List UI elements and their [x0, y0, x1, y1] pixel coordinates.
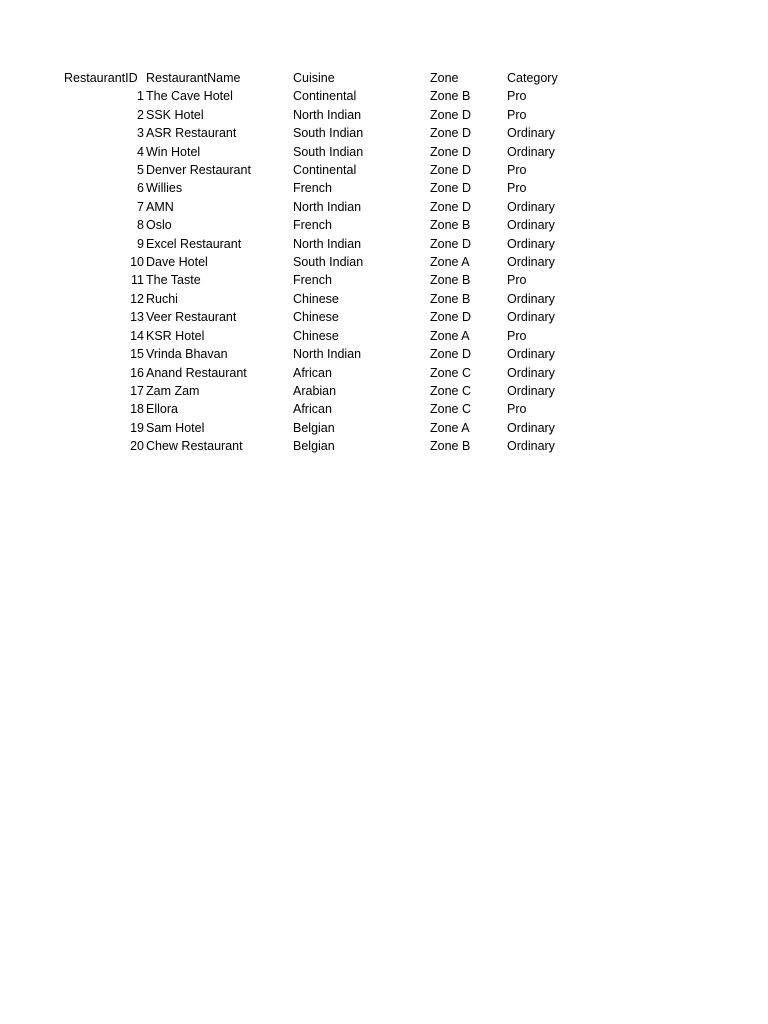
cell-restaurant-name[interactable]: SSK Hotel [146, 107, 204, 122]
cell-restaurant-name[interactable]: Dave Hotel [146, 255, 208, 270]
cell-category[interactable]: Pro [507, 89, 527, 104]
cell-restaurant-name[interactable]: Anand Restaurant [146, 365, 247, 380]
cell-zone[interactable]: Zone B [430, 291, 471, 306]
cell-zone[interactable]: Zone A [430, 420, 470, 435]
cell-restaurant-id[interactable]: 17 [130, 383, 144, 398]
cell-restaurant-name[interactable]: AMN [146, 199, 174, 214]
cell-cuisine[interactable]: African [293, 365, 332, 380]
header-cuisine[interactable]: Cuisine [293, 71, 335, 85]
cell-zone[interactable]: Zone D [430, 144, 471, 159]
cell-restaurant-id[interactable]: 19 [130, 420, 144, 435]
table-row [64, 179, 587, 197]
cell-zone[interactable]: Zone D [430, 236, 471, 251]
cell-category[interactable]: Pro [507, 328, 527, 343]
restaurant-table [64, 69, 587, 456]
cell-category[interactable]: Ordinary [507, 310, 555, 325]
cell-zone[interactable]: Zone B [430, 89, 471, 104]
cell-zone[interactable]: Zone B [430, 439, 471, 454]
cell-cuisine[interactable]: Belgian [293, 439, 335, 454]
cell-cuisine[interactable]: Chinese [293, 291, 339, 306]
table-row [64, 198, 587, 216]
cell-restaurant-name[interactable]: Oslo [146, 218, 172, 233]
cell-restaurant-name[interactable]: Ellora [146, 402, 178, 417]
cell-zone[interactable]: Zone C [430, 365, 471, 380]
cell-cuisine[interactable]: North Indian [293, 107, 362, 122]
table-row [64, 271, 587, 289]
cell-restaurant-name[interactable]: Win Hotel [146, 144, 201, 159]
cell-restaurant-id[interactable]: 16 [130, 365, 144, 380]
table-row [64, 124, 587, 142]
table-row [64, 364, 587, 382]
cell-restaurant-id[interactable]: 13 [130, 310, 144, 325]
cell-zone[interactable]: Zone D [430, 199, 471, 214]
table-row [64, 87, 587, 105]
cell-restaurant-id[interactable]: 7 [137, 199, 144, 214]
cell-zone[interactable]: Zone C [430, 383, 471, 398]
cell-restaurant-id[interactable]: 3 [137, 126, 144, 141]
cell-category[interactable]: Ordinary [507, 291, 555, 306]
cell-category[interactable]: Ordinary [507, 199, 555, 214]
cell-restaurant-id[interactable]: 14 [130, 328, 144, 343]
cell-category[interactable]: Ordinary [507, 347, 555, 362]
cell-restaurant-name[interactable]: Zam Zam [146, 383, 200, 398]
table-row [64, 419, 587, 437]
table-row [64, 161, 587, 179]
cell-restaurant-name[interactable]: Excel Restaurant [146, 236, 242, 251]
table-row [64, 143, 587, 161]
table-row [64, 253, 587, 271]
cell-restaurant-id[interactable]: 9 [137, 236, 144, 251]
cell-category[interactable]: Ordinary [507, 218, 555, 233]
cell-category[interactable]: Pro [507, 181, 527, 196]
header-row [64, 69, 587, 87]
table-row [64, 400, 587, 418]
cell-restaurant-name[interactable]: Veer Restaurant [146, 310, 237, 325]
cell-restaurant-name[interactable]: Vrinda Bhavan [146, 347, 228, 362]
cell-cuisine[interactable]: Belgian [293, 420, 335, 435]
cell-restaurant-id[interactable]: 8 [137, 218, 144, 233]
table-row [64, 216, 587, 234]
cell-restaurant-id[interactable]: 4 [137, 144, 144, 159]
cell-zone[interactable]: Zone D [430, 310, 471, 325]
cell-cuisine[interactable]: North Indian [293, 347, 362, 362]
cell-category[interactable]: Ordinary [507, 383, 555, 398]
cell-restaurant-id[interactable]: 2 [137, 107, 144, 122]
cell-cuisine[interactable]: French [293, 218, 332, 233]
cell-restaurant-name[interactable]: Denver Restaurant [146, 163, 251, 178]
cell-restaurant-id[interactable]: 6 [137, 181, 144, 196]
cell-restaurant-id[interactable]: 18 [130, 402, 144, 417]
cell-cuisine[interactable]: French [293, 273, 332, 288]
cell-restaurant-id[interactable]: 10 [130, 255, 144, 270]
table-row [64, 345, 587, 363]
cell-category[interactable]: Pro [507, 273, 527, 288]
cell-restaurant-id[interactable]: 20 [130, 439, 144, 454]
table-row [64, 235, 587, 253]
cell-category[interactable]: Pro [507, 163, 527, 178]
header-restaurant-id[interactable]: RestaurantID [64, 71, 138, 85]
cell-restaurant-name[interactable]: The Cave Hotel [146, 89, 233, 104]
cell-restaurant-name[interactable]: ASR Restaurant [146, 126, 237, 141]
cell-zone[interactable]: Zone C [430, 402, 471, 417]
cell-zone[interactable]: Zone D [430, 107, 471, 122]
cell-category[interactable]: Ordinary [507, 439, 555, 454]
cell-zone[interactable]: Zone D [430, 126, 471, 141]
cell-cuisine[interactable]: French [293, 181, 332, 196]
cell-zone[interactable]: Zone A [430, 328, 470, 343]
cell-restaurant-name[interactable]: Willies [146, 181, 183, 196]
cell-cuisine[interactable]: Continental [293, 89, 357, 104]
cell-restaurant-name[interactable]: KSR Hotel [146, 328, 205, 343]
cell-category[interactable]: Ordinary [507, 126, 555, 141]
cell-cuisine[interactable]: South Indian [293, 255, 364, 270]
cell-category[interactable]: Pro [507, 107, 527, 122]
cell-zone[interactable]: Zone A [430, 255, 470, 270]
cell-restaurant-id[interactable]: 5 [137, 163, 144, 178]
cell-restaurant-id[interactable]: 12 [130, 291, 144, 306]
cell-restaurant-name[interactable]: Chew Restaurant [146, 439, 243, 454]
cell-zone[interactable]: Zone B [430, 273, 471, 288]
cell-restaurant-id[interactable]: 11 [131, 273, 144, 288]
header-category[interactable]: Category [507, 71, 558, 85]
cell-restaurant-name[interactable]: Ruchi [146, 291, 178, 306]
table-row [64, 327, 587, 345]
cell-restaurant-name[interactable]: Sam Hotel [146, 420, 205, 435]
cell-cuisine[interactable]: Continental [293, 163, 357, 178]
header-restaurant-name[interactable]: RestaurantName [146, 71, 241, 85]
header-zone[interactable]: Zone [430, 71, 459, 85]
table-row [64, 290, 587, 308]
table-row [64, 437, 587, 455]
cell-category[interactable]: Ordinary [507, 144, 555, 159]
cell-cuisine[interactable]: South Indian [293, 126, 364, 141]
table-row [64, 308, 587, 326]
cell-cuisine[interactable]: South Indian [293, 144, 364, 159]
cell-cuisine[interactable]: Arabian [293, 383, 337, 398]
table-row [64, 106, 587, 124]
restaurant-sheet [64, 69, 587, 456]
cell-category[interactable]: Ordinary [507, 420, 555, 435]
cell-category[interactable]: Ordinary [507, 255, 555, 270]
cell-cuisine[interactable]: African [293, 402, 332, 417]
cell-cuisine[interactable]: Chinese [293, 328, 339, 343]
cell-restaurant-id[interactable]: 1 [137, 89, 144, 104]
cell-zone[interactable]: Zone D [430, 181, 471, 196]
cell-category[interactable]: Ordinary [507, 236, 555, 251]
cell-restaurant-id[interactable]: 15 [130, 347, 144, 362]
cell-cuisine[interactable]: North Indian [293, 236, 362, 251]
cell-zone[interactable]: Zone D [430, 163, 471, 178]
cell-category[interactable]: Pro [507, 402, 527, 417]
cell-cuisine[interactable]: North Indian [293, 199, 362, 214]
cell-category[interactable]: Ordinary [507, 365, 555, 380]
cell-cuisine[interactable]: Chinese [293, 310, 339, 325]
table-row [64, 382, 587, 400]
cell-zone[interactable]: Zone B [430, 218, 471, 233]
cell-zone[interactable]: Zone D [430, 347, 471, 362]
cell-restaurant-name[interactable]: The Taste [146, 273, 201, 288]
